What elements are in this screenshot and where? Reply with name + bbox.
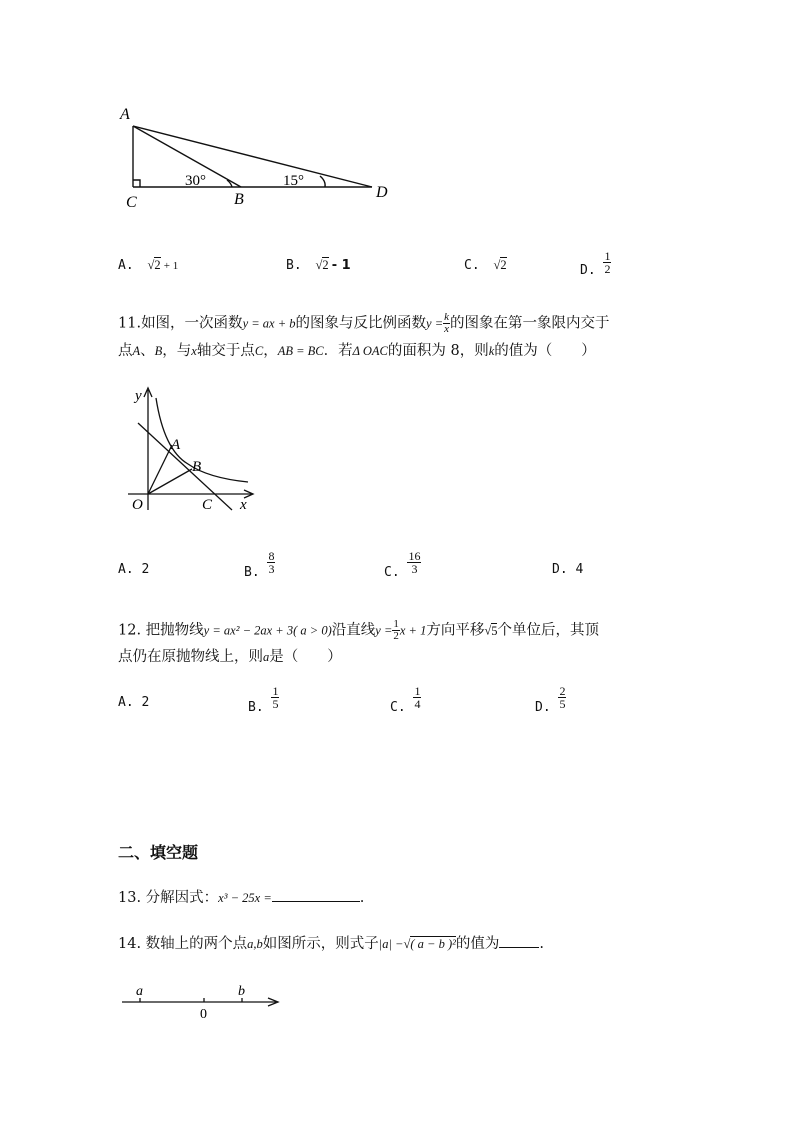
fraction: $\frac{16}{3}$ [408, 549, 421, 576]
point-a-label: a [136, 984, 143, 999]
q11-line2: 点A、B，与x轴交于点C，AB = BC．若Δ OAC的面积为 8，则k的值为（ ） [118, 343, 596, 359]
fraction-k-over-x: $\frac{k}{x}$ [444, 311, 450, 335]
point-a-label: A [171, 437, 181, 453]
fraction: $\frac{1}{2}$ [604, 249, 611, 276]
q10-option-a[interactable]: A. √2 + 1 [118, 258, 179, 273]
q12-option-d[interactable]: D. $\frac{2}{5}$ [535, 684, 566, 715]
section-heading: 二、填空题 [118, 843, 199, 862]
fraction: $\frac{1}{5}$ [272, 684, 279, 711]
q12-line1: 12. 把抛物线y = ax² − 2ax + 3( a > 0)沿直线y = $\frac{1}{2}$ x + 1方向平移√5个单位后，其顶 [118, 618, 599, 642]
q10-option-d[interactable]: D. $\frac{1}{2}$ [580, 249, 611, 278]
q12-option-c[interactable]: C. $\frac{1}{4}$ [390, 684, 421, 715]
radicand: 2 [322, 258, 329, 272]
fraction: $\frac{1}{4}$ [414, 684, 421, 711]
q10-option-b[interactable]: B. √2 - 1 [286, 258, 351, 273]
fraction: $\frac{2}{5}$ [559, 684, 566, 711]
q11-option-b[interactable]: B. $\frac{8}{3}$ [244, 549, 275, 580]
answer-blank[interactable] [499, 947, 539, 948]
axis-x-label: x [240, 497, 247, 513]
q11-option-a[interactable]: A. 2 [118, 562, 150, 577]
q14-line: 14. 数轴上的两个点a,b如图所示，则式子|a| −√( a − b )²的值为 . [118, 936, 544, 952]
triangle-figure-q10 [110, 100, 410, 215]
angle-d-label: 15° [283, 173, 304, 189]
angle-b-label: 30° [185, 173, 206, 189]
q10-option-c[interactable]: C. √2 [464, 258, 507, 273]
q11-option-d[interactable]: D. 4 [552, 562, 584, 577]
label-a: A [120, 106, 130, 123]
fraction: $\frac{8}{3}$ [268, 549, 275, 576]
q12-line2: 点仍在原抛物线上，则a是（ ） [118, 649, 342, 665]
label-b: B [234, 191, 244, 208]
q11-option-c[interactable]: C. $\frac{16}{3}$ [384, 549, 421, 580]
answer-blank[interactable] [272, 901, 360, 902]
point-b-label: B [192, 459, 202, 475]
radicand: 2 [500, 258, 507, 272]
label-c: C [126, 194, 137, 211]
q12-option-b[interactable]: B. $\frac{1}{5}$ [248, 684, 279, 715]
q12-option-a[interactable]: A. 2 [118, 695, 150, 710]
axis-y-label: y [135, 388, 142, 404]
q13-line: 13. 分解因式：x³ − 25x = . [118, 890, 365, 906]
radicand: 2 [154, 258, 161, 272]
label-d: D [376, 184, 388, 201]
zero-label: 0 [200, 1007, 207, 1022]
fraction-one-half: $\frac{1}{2}$ [393, 618, 399, 642]
origin-label: O [132, 497, 143, 513]
point-c-label: C [202, 497, 213, 513]
q11-line1: 11.如图，一次函数y = ax + b的图象与反比例函数y = $\frac{k}{x}$ 的图象在第一象限内交于 [118, 311, 610, 335]
number-line-figure-q14 [118, 980, 288, 1025]
function-graph-figure-q11 [118, 380, 268, 520]
point-b-label: b [238, 984, 245, 999]
